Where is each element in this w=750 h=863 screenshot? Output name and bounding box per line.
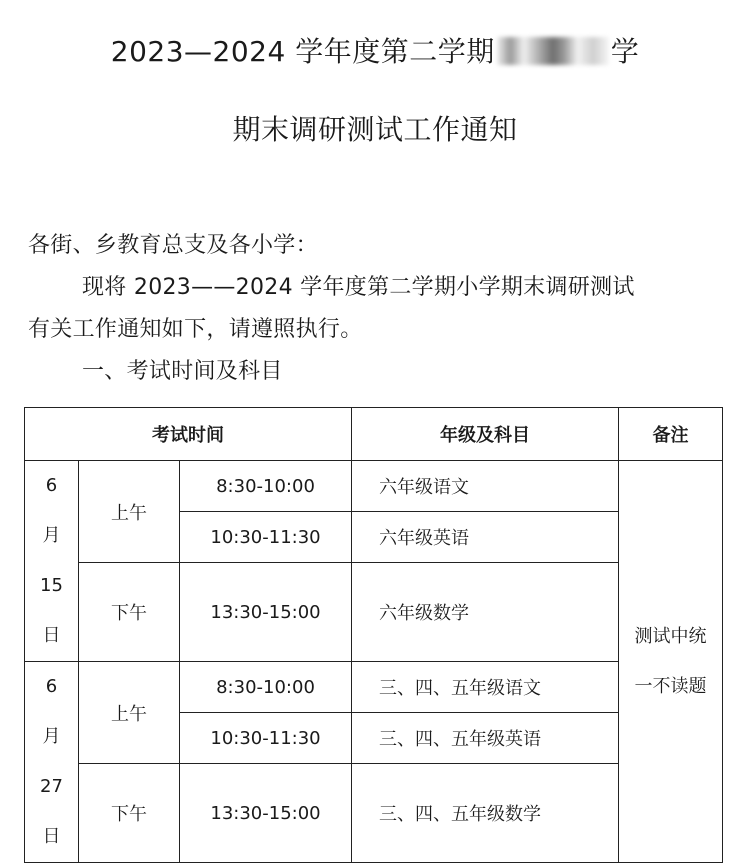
- date-char: 日: [42, 625, 61, 646]
- section-heading-exam-time: 一、考试时间及科目: [82, 359, 283, 384]
- period-morning: 上午: [79, 662, 180, 764]
- header-grade-subject: 年级及科目: [352, 408, 619, 461]
- salutation: 各街、乡教育总支及各小学：: [28, 233, 318, 258]
- date-char: 27: [40, 776, 63, 797]
- grade-subject: 六年级英语: [352, 512, 619, 563]
- grade-subject: 三、四、五年级语文: [352, 662, 619, 713]
- title-suffix: 学: [610, 35, 640, 68]
- table-header-row: [25, 408, 723, 461]
- grade-subject: 三、四、五年级数学: [352, 764, 619, 863]
- header-exam-time: 考试时间: [25, 408, 352, 461]
- time-slot: 13:30-15:00: [180, 764, 352, 863]
- date-cell-june-15: [25, 461, 79, 662]
- time-slot: 10:30-11:30: [180, 713, 352, 764]
- redacted-school-name: [497, 37, 609, 65]
- time-slot: 8:30-10:00: [180, 662, 352, 713]
- time-slot: 13:30-15:00: [180, 563, 352, 662]
- note-line2: 一不读题: [634, 675, 707, 697]
- date-char: 月: [42, 525, 61, 546]
- table-row: [25, 764, 723, 812]
- intro-line1: 现将 2023——2024 学年度第二学期小学期末调研测试: [82, 275, 635, 300]
- period-morning: 上午: [79, 461, 180, 563]
- period-afternoon: 下午: [79, 764, 180, 863]
- notice-title-line1: [0, 30, 750, 70]
- grade-subject: 六年级数学: [352, 563, 619, 662]
- table-row: [25, 461, 723, 512]
- title-prefix: 2023—2024 学年度第二学期: [110, 35, 495, 68]
- date-char: 月: [42, 726, 61, 747]
- header-note: 备注: [619, 408, 723, 461]
- period-afternoon: 下午: [79, 563, 180, 662]
- notice-title-line2: 期末调研测试工作通知: [232, 113, 518, 146]
- table-row: [25, 662, 723, 713]
- intro-line2: 有关工作通知如下，请遵照执行。: [28, 317, 363, 342]
- note-line1: 测试中统: [634, 625, 707, 647]
- date-char: 6: [45, 475, 58, 496]
- note-cell: [619, 461, 723, 863]
- exam-schedule-table: [24, 407, 723, 863]
- date-char: 6: [45, 676, 58, 697]
- date-cell-june-27: [25, 662, 79, 863]
- grade-subject: 三、四、五年级英语: [352, 713, 619, 764]
- time-slot: 8:30-10:00: [180, 461, 352, 512]
- date-char: 15: [40, 575, 63, 596]
- date-char: 日: [42, 826, 61, 847]
- table-row: [25, 563, 723, 611]
- grade-subject: 六年级语文: [352, 461, 619, 512]
- time-slot: 10:30-11:30: [180, 512, 352, 563]
